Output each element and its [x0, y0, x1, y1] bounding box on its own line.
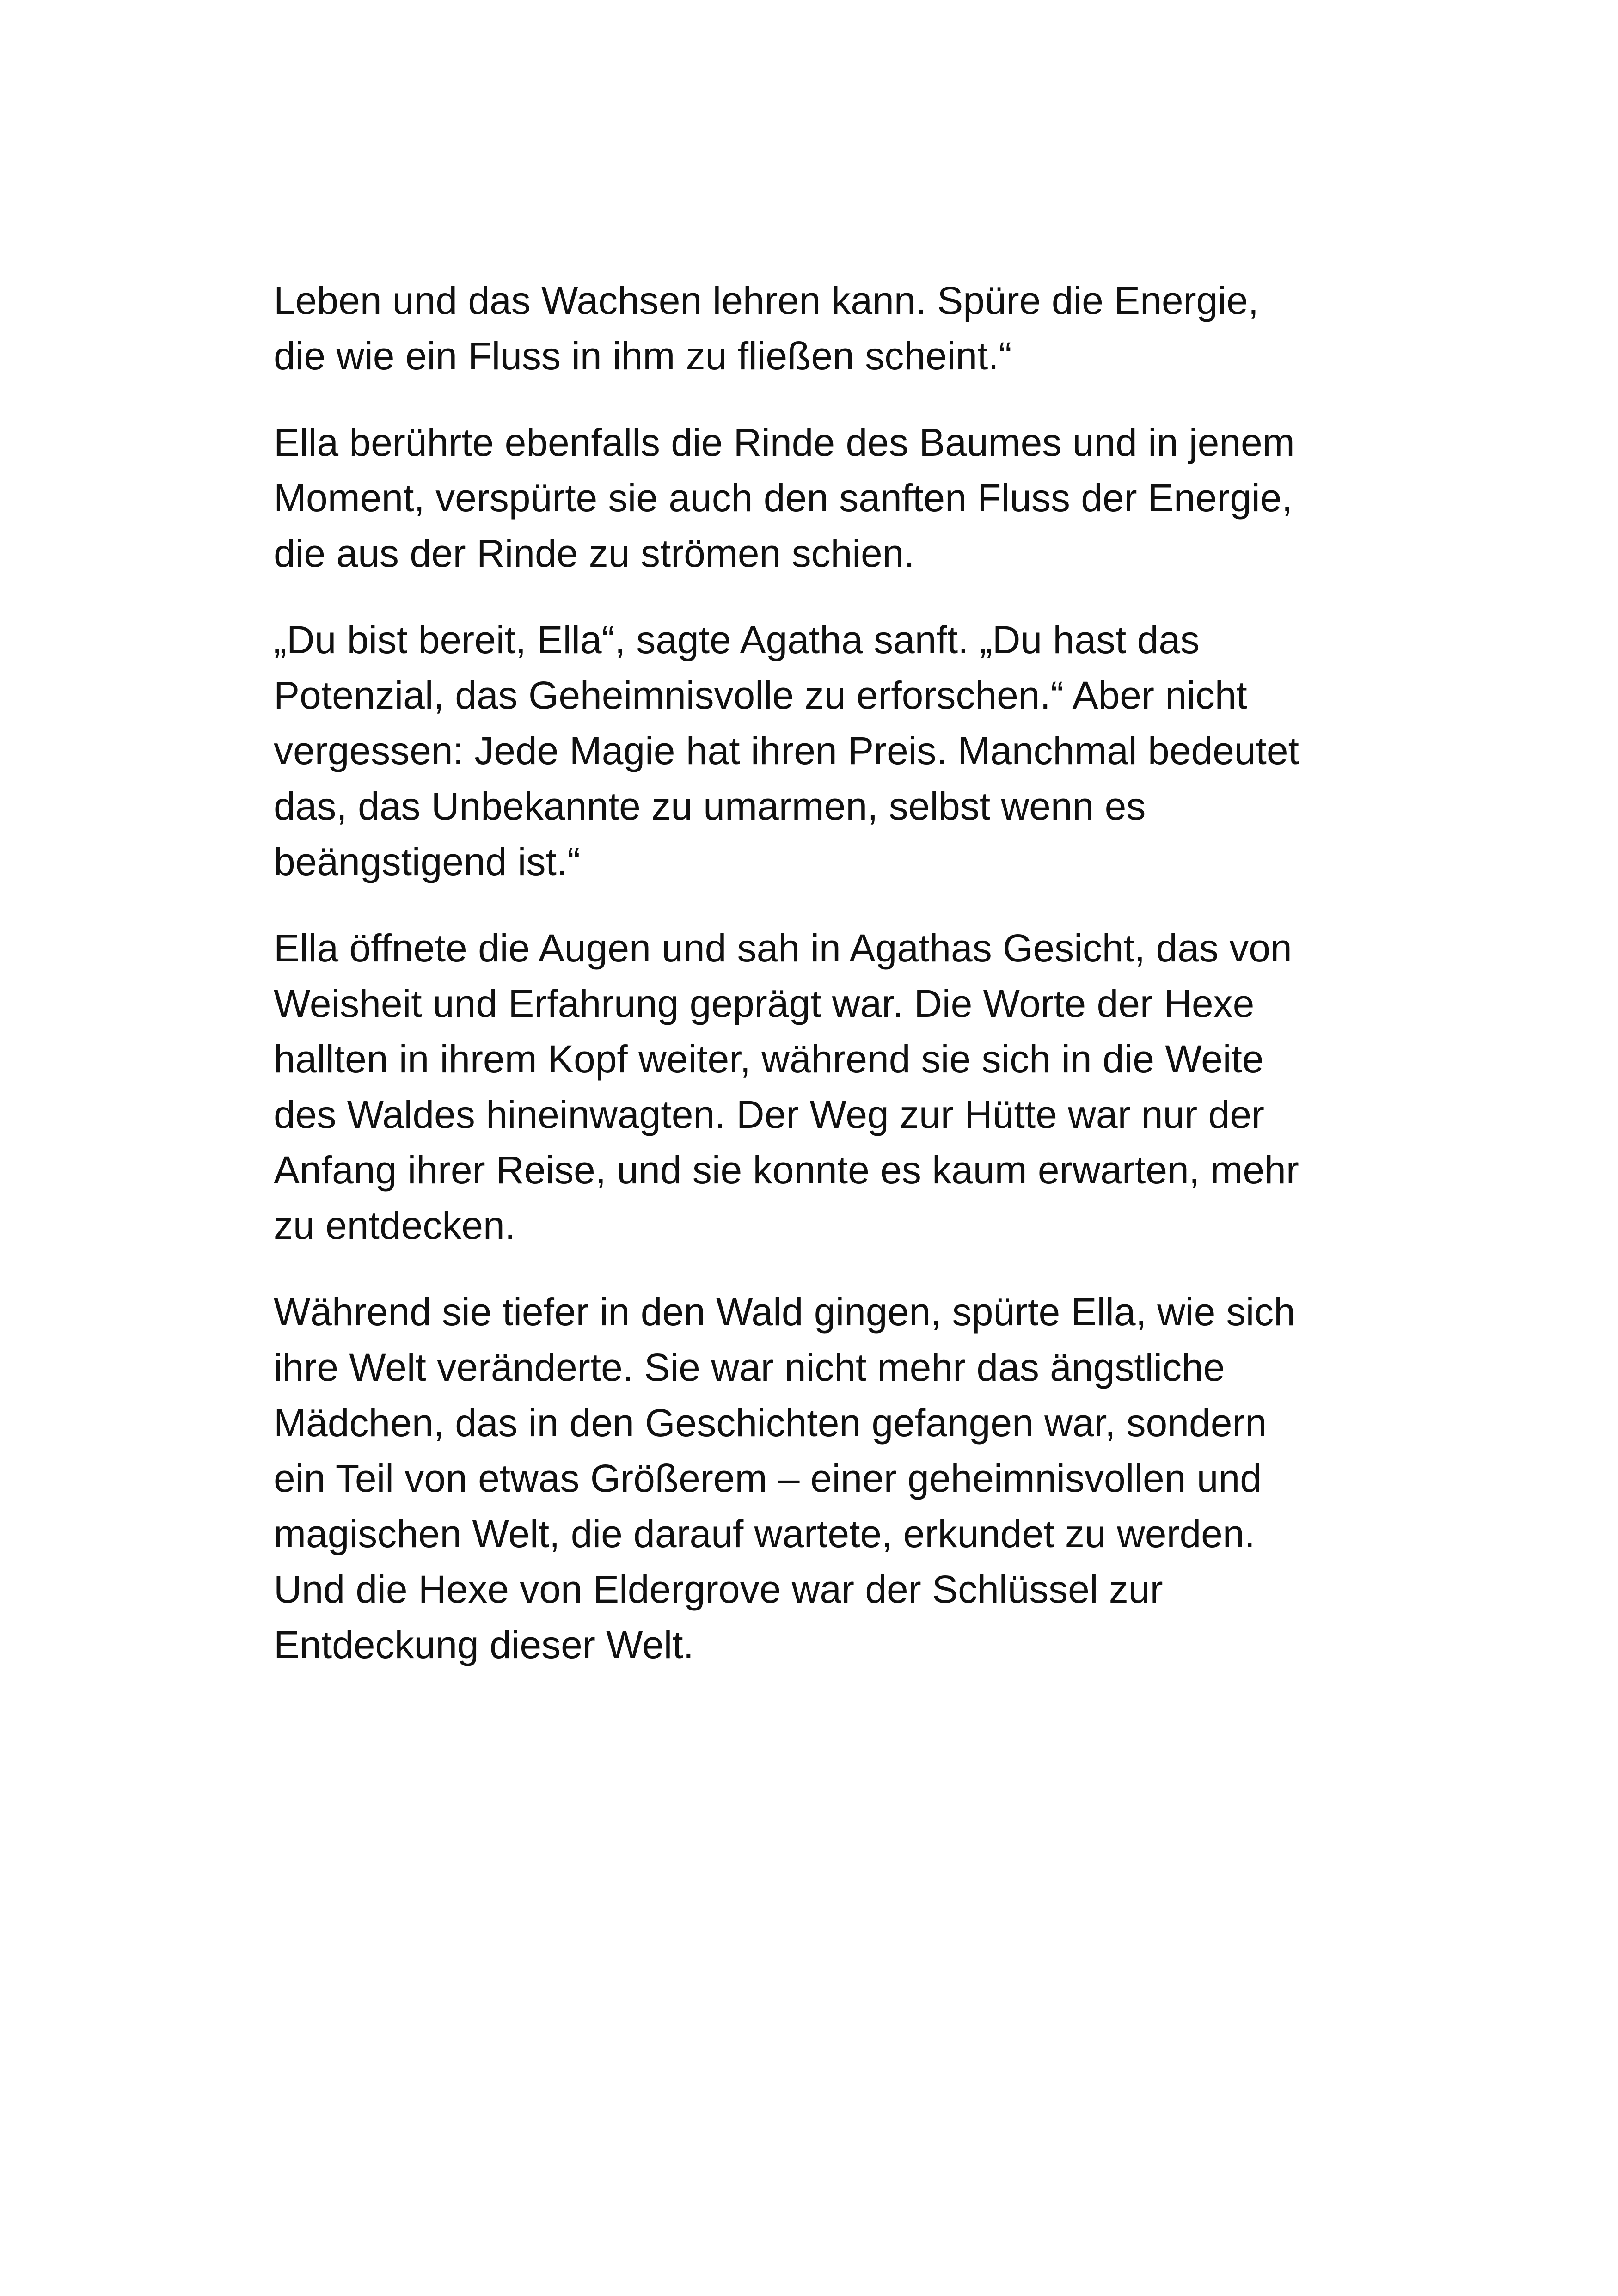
paragraph-2 — [274, 415, 1383, 581]
text-line: Und die Hexe von Eldergrove war der Schlüssel zur — [274, 1567, 1163, 1611]
text-line: ein Teil von etwas Größerem – einer geheimnisvollen und — [274, 1457, 1262, 1500]
text-line: Potenzial, das Geheimnisvolle zu erforschen.“ Aber nicht — [274, 673, 1247, 717]
text-line: Mädchen, das in den Geschichten gefangen war, sondern — [274, 1401, 1267, 1445]
text-line: des Waldes hineinwagten. Der Weg zur Hütte war nur der — [274, 1093, 1265, 1136]
text-line: Ella berührte ebenfalls die Rinde des Baumes und in jenem — [274, 421, 1295, 464]
text-line: „Du bist bereit, Ella“, sagte Agatha sanft. „Du hast das — [274, 618, 1200, 661]
text-line: Anfang ihrer Reise, und sie konnte es kaum erwarten, mehr — [274, 1148, 1299, 1192]
text-line: das, das Unbekannte zu umarmen, selbst wenn es — [274, 784, 1146, 828]
text-line: hallten in ihrem Kopf weiter, während sie sich in die Weite — [274, 1037, 1264, 1081]
text-line: Ella öffnete die Augen und sah in Agathas Gesicht, das von — [274, 926, 1292, 970]
text-line: die aus der Rinde zu strömen schien. — [274, 532, 915, 575]
paragraph-5 — [274, 1284, 1383, 1672]
text-line: zu entdecken. — [274, 1204, 516, 1247]
paragraph-1 — [274, 273, 1383, 384]
text-line: vergessen: Jede Magie hat ihren Preis. Manchmal bedeutet — [274, 729, 1299, 772]
text-line: beängstigend ist.“ — [274, 840, 581, 883]
text-line: Entdeckung dieser Welt. — [274, 1623, 694, 1666]
paragraph-4 — [274, 920, 1383, 1253]
text-line: Während sie tiefer in den Wald gingen, spürte Ella, wie sich — [274, 1290, 1296, 1334]
paragraph-3 — [274, 612, 1383, 889]
text-line: ihre Welt veränderte. Sie war nicht mehr das ängstliche — [274, 1346, 1225, 1389]
text-line: Moment, verspürte sie auch den sanften Fluss der Energie, — [274, 476, 1293, 520]
text-line: Weisheit und Erfahrung geprägt war. Die Worte der Hexe — [274, 982, 1255, 1025]
text-line: Leben und das Wachsen lehren kann. Spüre die Energie, — [274, 279, 1259, 322]
body-text — [274, 273, 1383, 1703]
text-line: magischen Welt, die darauf wartete, erkundet zu werden. — [274, 1512, 1255, 1555]
text-line: die wie ein Fluss in ihm zu fließen scheint.“ — [274, 334, 1012, 378]
